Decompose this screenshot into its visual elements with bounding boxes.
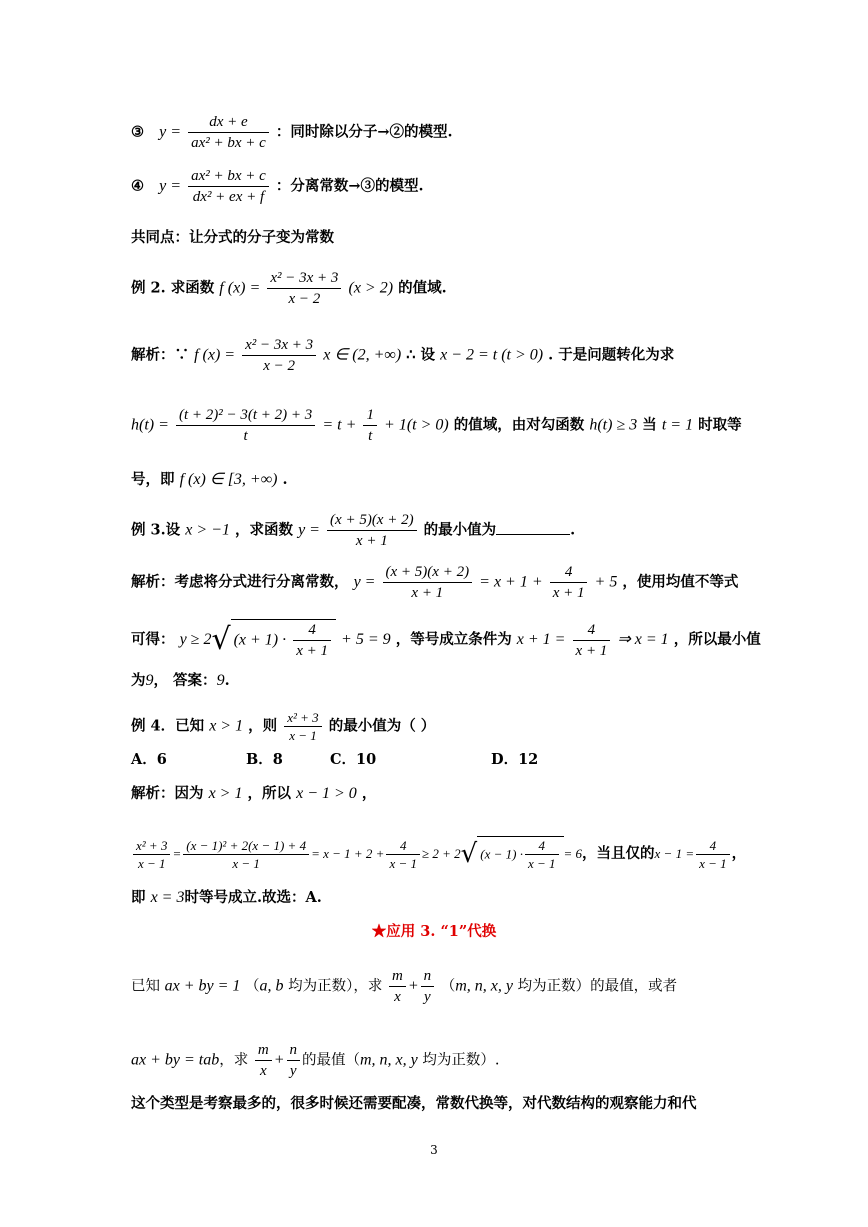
example-4-numerator: x² + 3 bbox=[284, 709, 321, 727]
known-vars: m, n, x, y bbox=[455, 977, 513, 995]
example-2 bbox=[131, 268, 447, 309]
solution-2-h-numerator: (t + 2)² − 3(t + 2) + 3 bbox=[176, 405, 315, 426]
known-n-2: n bbox=[287, 1040, 301, 1061]
example-3 bbox=[131, 510, 575, 551]
example-4 bbox=[131, 709, 435, 744]
solution-4-radicand bbox=[477, 836, 563, 872]
example-4-cond: x > 1 bbox=[209, 717, 244, 735]
solution-4-rad-fraction bbox=[525, 837, 559, 872]
solution-3-l3a: 为 bbox=[131, 672, 146, 689]
solution-4-rad-num: 4 bbox=[525, 837, 559, 855]
known-eq2: ax + by = tab bbox=[131, 1051, 220, 1069]
solution-3-fraction-2 bbox=[550, 562, 588, 603]
solution-4-l3b: 时等号成立.故选：A. bbox=[184, 889, 322, 906]
known-x: x bbox=[394, 989, 401, 1005]
solution-3-cond-den: x + 1 bbox=[575, 642, 608, 659]
solution-3-prefix: 解析：考虑将分式进行分离常数， bbox=[131, 573, 349, 591]
solution-2-line-2 bbox=[131, 405, 742, 446]
solution-3-rad-in: (x + 1) · bbox=[233, 631, 287, 649]
item-3-line bbox=[131, 112, 453, 153]
option-b: B．8 bbox=[246, 751, 283, 768]
solution-4-w-den: x − 1 bbox=[699, 855, 727, 871]
solution-4-l1a: 解析：因为 bbox=[131, 785, 204, 802]
solution-2-eq: = t + bbox=[322, 416, 357, 434]
solution-3-line-2 bbox=[131, 619, 761, 661]
known-f: ，求 bbox=[219, 1052, 249, 1069]
example-3-y: y = bbox=[298, 521, 320, 539]
solution-3-l3b: ， 答案： bbox=[153, 672, 217, 689]
example-4-denominator: x − 1 bbox=[289, 728, 317, 743]
example-4-mid: ，则 bbox=[248, 717, 278, 735]
solution-4-line-3 bbox=[131, 888, 322, 908]
solution-2-t-eq: t = 1 bbox=[661, 416, 694, 434]
solution-2-one-over-t bbox=[363, 405, 377, 446]
solution-4-eq6: = 6 bbox=[563, 846, 583, 861]
solution-2-line3a: 号，即 bbox=[131, 471, 175, 488]
solution-3-denominator: x + 1 bbox=[411, 585, 444, 601]
solution-4-a-num: x² + 3 bbox=[133, 837, 170, 855]
solution-3-l2c: ，所以最小值 bbox=[673, 631, 761, 648]
option-c: C．10 bbox=[330, 751, 377, 768]
item-4-numerator: ax² + bx + c bbox=[188, 166, 269, 187]
solution-3-tail: ，使用均值不等式 bbox=[622, 573, 739, 591]
item-4-text: ：分离常数→③的模型. bbox=[275, 177, 424, 195]
solution-4-line-1 bbox=[131, 784, 376, 804]
known-m-over-x bbox=[389, 966, 406, 1007]
solution-3-cond-r: ⇒ x = 1 bbox=[617, 631, 669, 648]
solution-4-x3: x = 3 bbox=[150, 889, 185, 906]
solution-3-y: y = bbox=[353, 573, 376, 591]
example-2-condition: (x > 2) bbox=[348, 279, 394, 297]
solution-4-comma: ， bbox=[731, 845, 747, 862]
example-4-tail: 的最小值为（ ） bbox=[328, 717, 436, 735]
solution-4-when: ，当且仅的 bbox=[582, 845, 655, 862]
solution-3-r-after: + 5 = 9 bbox=[341, 631, 391, 648]
solution-2-substitution: x − 2 = t (t > 0) bbox=[440, 346, 544, 364]
solution-3-fraction-2-num: 4 bbox=[550, 562, 588, 583]
known-vars-2: m, n, x, y bbox=[360, 1051, 418, 1069]
solution-3-radicand bbox=[231, 619, 336, 661]
known-e: 均为正数）的最值，或者 bbox=[517, 978, 678, 995]
item-4-lhs: y = bbox=[159, 177, 182, 195]
known-n-over-y-2 bbox=[287, 1040, 301, 1081]
item-3-numerator: dx + e bbox=[188, 112, 269, 133]
item-4-line bbox=[131, 166, 424, 207]
solution-2-line-3 bbox=[131, 470, 288, 490]
solution-4-frac-a bbox=[133, 837, 170, 872]
application-3-heading: ★应用 3. “1”代换 bbox=[371, 923, 497, 940]
known-d: （ bbox=[440, 978, 456, 995]
item-3-denominator: ax² + bx + c bbox=[191, 135, 266, 151]
solution-4-rad-den: x − 1 bbox=[527, 856, 556, 871]
known-ab: a, b bbox=[259, 977, 284, 995]
known-x-2: x bbox=[259, 1063, 267, 1079]
solution-2-line3b: . bbox=[282, 471, 288, 488]
example-3-prefix: 例 3.设 bbox=[131, 521, 181, 539]
solution-2-therefore: ∴ 设 bbox=[406, 346, 435, 364]
example-3-numerator: (x + 5)(x + 2) bbox=[327, 510, 417, 531]
item-4-number: ④ bbox=[131, 177, 144, 195]
solution-2-tail: . 于是问题转化为求 bbox=[548, 346, 675, 364]
solution-2-domain: x ∈ (2, +∞) bbox=[323, 346, 402, 364]
solution-2-fraction bbox=[242, 335, 316, 376]
solution-3-ineq: y ≥ 2 bbox=[179, 631, 212, 648]
last-paragraph: 这个类型是考察最多的，很多时候还需要配凑，常数代换等，对代数结构的观察能力和代 bbox=[131, 1095, 697, 1112]
solution-4-line-2: $\frac{\text{x² + 3}}{x - 1}$ = $\frac{\text{(x − 1)² + 2(x − 1) + 4}}{x - 1}$ = x − 1 + 2 + $\frac{4}{x - 1}$ ≥ 2 + 2√ (x − 1) · $\frac{4}{x - 1}$ = 6，当且仅的x − 1 = $\frac{4}{x - 1}$ ， bbox=[131, 836, 746, 872]
solution-3-nine: 9 bbox=[145, 672, 154, 689]
solution-3-rad-den: x + 1 bbox=[296, 643, 328, 659]
solution-4-c1: x > 1 bbox=[208, 785, 243, 802]
known-y-2: y bbox=[289, 1063, 297, 1079]
solution-4-frac-c bbox=[386, 837, 420, 872]
example-2-fraction bbox=[267, 268, 341, 309]
solution-3-cond-l: x + 1 = bbox=[516, 631, 566, 648]
solution-2-one-den: t bbox=[368, 428, 373, 444]
example-4-prefix: 例 4．已知 bbox=[131, 717, 205, 735]
known-n: n bbox=[421, 966, 435, 987]
known-g: 的最值（ bbox=[302, 1052, 360, 1069]
solution-4-b-den: x − 1 bbox=[232, 855, 260, 871]
example-3-mid: ，求函数 bbox=[235, 521, 294, 539]
known-eq: ax + by = 1 bbox=[164, 977, 241, 995]
answer-blank bbox=[496, 520, 570, 535]
example-4-fraction bbox=[284, 709, 321, 744]
item-4-denominator: dx² + ex + f bbox=[192, 189, 265, 205]
solution-2-text-1: 的值域，由对勾函数 bbox=[453, 416, 585, 434]
known-m-2: m bbox=[255, 1040, 272, 1061]
known-c: 均为正数），求 bbox=[288, 978, 383, 995]
example-3-cond: x > −1 bbox=[185, 521, 230, 539]
solution-2-one-num: 1 bbox=[363, 405, 377, 426]
sqrt-icon-2: √ bbox=[460, 839, 478, 869]
solution-3-l3c: . bbox=[224, 672, 230, 689]
solution-4-rad-in: (x − 1) · bbox=[480, 846, 523, 862]
solution-2-ht: h(t) ≥ 3 bbox=[589, 416, 638, 434]
solution-2-prefix: 解析：∵ bbox=[131, 346, 189, 364]
solution-4-c2: x − 1 > 0 bbox=[296, 785, 357, 802]
solution-2-text-3: 时取等 bbox=[698, 416, 742, 434]
solution-2-h-denominator: t bbox=[243, 428, 248, 444]
solution-2-fx: f (x) = bbox=[194, 346, 236, 364]
solution-2-h: h(t) = bbox=[131, 416, 169, 434]
solution-4-l1b: ，所以 bbox=[247, 785, 292, 802]
known-plus-2: + bbox=[273, 1051, 285, 1069]
example-3-denominator: x + 1 bbox=[355, 533, 388, 549]
solution-4-c-den: x − 1 bbox=[389, 855, 417, 871]
solution-3-cond-num: 4 bbox=[573, 620, 611, 641]
solution-3-fraction-2-den: x + 1 bbox=[552, 585, 585, 601]
known-y: y bbox=[424, 989, 431, 1005]
solution-3-line-3 bbox=[131, 671, 230, 691]
item-3-number: ③ bbox=[131, 123, 144, 141]
known-h: 均为正数）. bbox=[422, 1052, 500, 1069]
known-n-over-y bbox=[421, 966, 435, 1007]
solution-4-frac-b bbox=[183, 837, 309, 872]
solution-3-line-1 bbox=[131, 562, 738, 603]
solution-3-l2b: ，等号成立条件为 bbox=[395, 631, 512, 648]
item-3-fraction bbox=[188, 112, 269, 153]
solution-3-rad-num: 4 bbox=[293, 620, 331, 641]
item-3-text: ：同时除以分子→②的模型. bbox=[275, 123, 453, 141]
example-2-prefix: 例 2. 求函数 bbox=[131, 279, 215, 297]
solution-2-numerator: x² − 3x + 3 bbox=[242, 335, 316, 356]
solution-2-denominator: x − 2 bbox=[263, 358, 296, 374]
solution-3-fraction bbox=[383, 562, 473, 603]
solution-4-mid: = x − 1 + 2 + bbox=[311, 846, 385, 861]
known-m: m bbox=[389, 966, 406, 987]
solution-2-text-2: 当 bbox=[642, 416, 657, 434]
solution-3-cond-fraction bbox=[573, 620, 611, 661]
common-point: 共同点：让分式的分子变为常数 bbox=[131, 229, 334, 246]
solution-4-ge: ≥ 2 + 2 bbox=[422, 846, 461, 861]
solution-3-answer: 9 bbox=[216, 672, 225, 689]
item-4-fraction bbox=[188, 166, 269, 207]
example-2-tail: 的值域. bbox=[398, 279, 447, 297]
option-d: D．12 bbox=[491, 751, 539, 768]
known-line-2 bbox=[131, 1040, 499, 1081]
known-b: （ bbox=[245, 978, 260, 995]
known-plus: + bbox=[407, 977, 419, 995]
solution-4-l1c: ， bbox=[361, 785, 377, 802]
solution-3-plus5: + 5 bbox=[594, 573, 618, 591]
example-2-numerator: x² − 3x + 3 bbox=[267, 268, 341, 289]
example-2-fx: f (x) = bbox=[219, 279, 261, 297]
known-a: 已知 bbox=[131, 978, 160, 995]
solution-4-l3a: 即 bbox=[131, 889, 146, 906]
solution-3-eq: = x + 1 + bbox=[479, 573, 543, 591]
example-3-tail: 的最小值为 bbox=[423, 521, 497, 539]
example-3-fraction bbox=[327, 510, 417, 551]
solution-3-rad-fraction bbox=[293, 620, 331, 661]
sqrt-icon: √ bbox=[211, 622, 231, 657]
solution-4-b-num: (x − 1)² + 2(x − 1) + 4 bbox=[183, 837, 309, 855]
solution-2-after: + 1(t > 0) bbox=[384, 416, 449, 434]
solution-4-w-num: 4 bbox=[696, 837, 730, 855]
known-line-1 bbox=[131, 966, 677, 1007]
solution-4-w-fraction bbox=[696, 837, 730, 872]
page-number: 3 bbox=[430, 1143, 438, 1157]
solution-2-h-fraction bbox=[176, 405, 315, 446]
option-a: A．6 bbox=[131, 751, 167, 768]
item-3-lhs: y = bbox=[159, 123, 182, 141]
solution-3-numerator: (x + 5)(x + 2) bbox=[383, 562, 473, 583]
solution-2-line-1 bbox=[131, 335, 674, 376]
solution-2-result: f (x) ∈ [3, +∞) bbox=[179, 471, 278, 488]
solution-3-l2a: 可得： bbox=[131, 631, 175, 648]
solution-4-c-num: 4 bbox=[386, 837, 420, 855]
solution-4-w-l: x − 1 = bbox=[654, 846, 695, 861]
example-3-end: . bbox=[570, 521, 576, 539]
example-2-denominator: x − 2 bbox=[288, 291, 321, 307]
solution-4-a-den: x − 1 bbox=[137, 855, 166, 871]
known-m-over-x-2 bbox=[255, 1040, 272, 1081]
